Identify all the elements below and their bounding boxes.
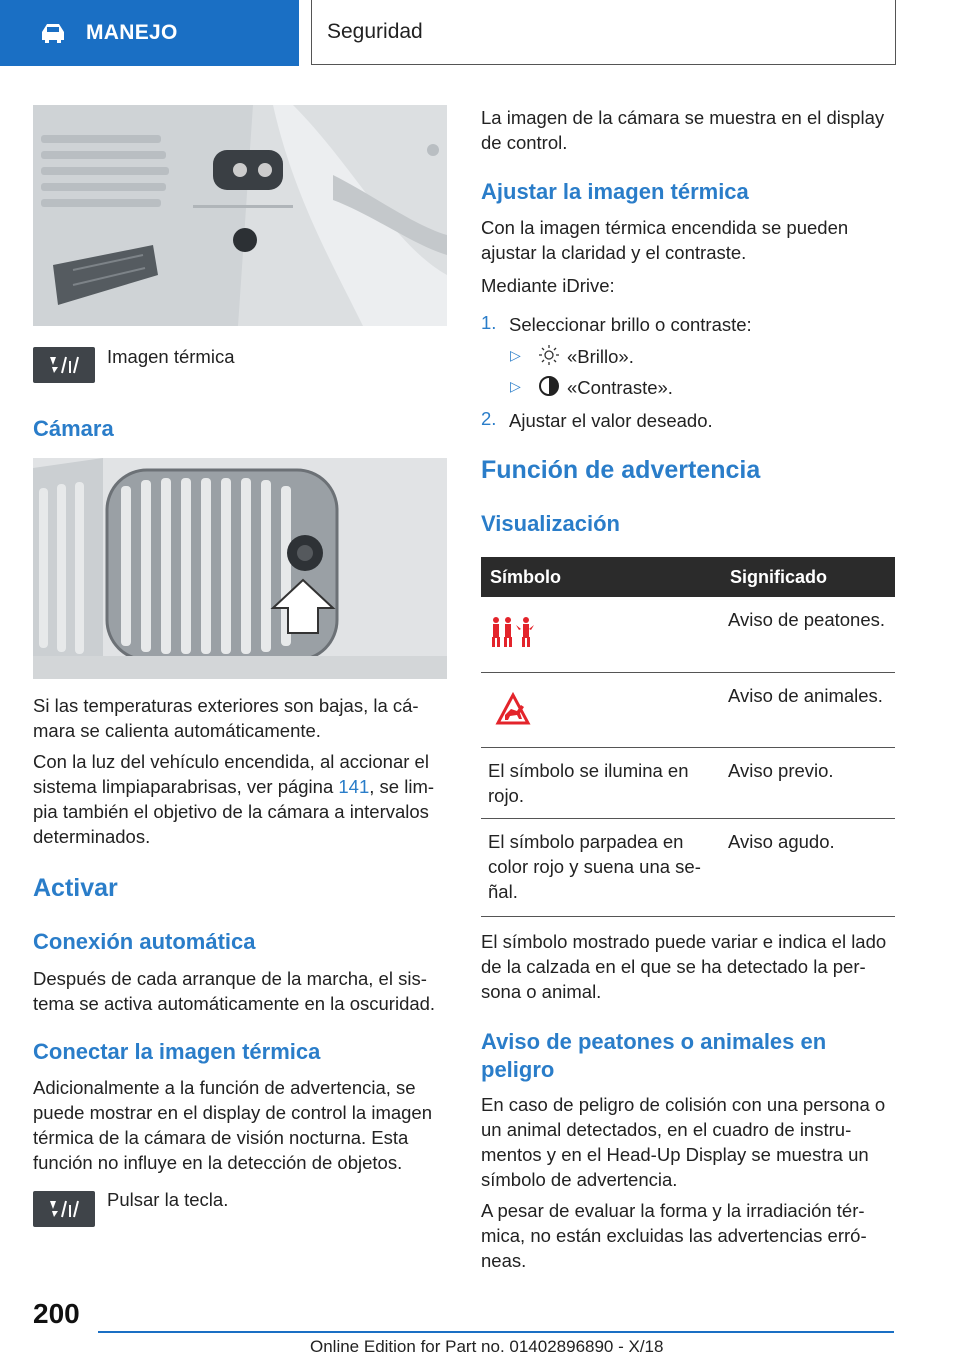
edition-text: Online Edition for Part no. 01402896890 - X/18 xyxy=(310,1337,664,1356)
page-number: 200 xyxy=(33,1298,80,1329)
table-cell-symbol: El símbolo se ilumina en rojo. xyxy=(481,747,721,818)
brightness-icon xyxy=(538,344,560,366)
display-heading: Visualización xyxy=(481,511,620,536)
camera-paragraph-2 xyxy=(33,749,447,849)
symbol-table xyxy=(481,557,895,917)
auto-connect-heading: Conexión automática xyxy=(33,929,256,954)
triangle-bullet-icon: ▷ xyxy=(510,378,521,394)
auto-connect-paragraph: Después de cada arranque de la marcha, el sis-tema se activa automáticamente en la oscuridad. xyxy=(33,968,436,1014)
thermal-image-paragraph: Adicionalmente a la función de advertencia, se puede mostrar en el display de control la imagen térmica de la cámara de visión nocturna. Esta función no influye en la detección de objetos. xyxy=(33,1077,433,1173)
car-icon xyxy=(38,18,68,48)
table-row xyxy=(481,672,895,747)
step-1-number: 1. xyxy=(481,312,497,333)
table-cell-meaning: Aviso previo. xyxy=(721,747,895,818)
chapter-tab[interactable] xyxy=(0,0,299,66)
table-cell-symbol xyxy=(481,597,721,672)
figure-caption: Imagen térmica xyxy=(107,346,235,367)
chapter-label: MANEJO xyxy=(86,21,178,44)
night-vision-button-icon xyxy=(33,1191,95,1227)
adjust-heading: Ajustar la imagen térmica xyxy=(481,179,749,204)
camera-paragraph-2-start: Con la luz del vehículo encendida, al accionar el sistema limpiaparabrisas, ver página xyxy=(33,751,429,797)
contrast-option: «Contraste». xyxy=(567,377,673,398)
symbol-explanation: El símbolo mostrado puede variar e indica el lado de la calzada en el que se ha detectado la per-sona o animal. xyxy=(481,931,887,1002)
danger-paragraph-2: A pesar de evaluar la forma y la irradiación tér-mica, no están excluidas las advertencias erró-neas. xyxy=(481,1200,867,1271)
camera-heading: Cámara xyxy=(33,416,114,441)
danger-paragraph-1: En caso de peligro de colisión con una persona o un animal detectados, en el cuadro de instru-mentos y en el Head-Up Display se muestra un símbolo de advertencia. xyxy=(481,1094,886,1190)
step-2-text: Ajustar el valor deseado. xyxy=(509,410,713,431)
table-cell-meaning: Aviso agudo. xyxy=(721,818,895,916)
table-row xyxy=(481,597,895,672)
triangle-bullet-icon: ▷ xyxy=(510,347,521,363)
step-2-number: 2. xyxy=(481,408,497,429)
press-key-text: Pulsar la tecla. xyxy=(107,1189,229,1210)
thermal-image-heading: Conectar la imagen térmica xyxy=(33,1039,321,1064)
adjust-paragraph: Con la imagen térmica encendida se pueden ajustar la claridad y el contraste. xyxy=(481,217,849,263)
camera-paragraph-1: Si las temperaturas exteriores son bajas, la cá-mara se calienta automáticamente. xyxy=(33,695,419,741)
warning-function-heading: Función de advertencia xyxy=(481,456,761,484)
section-label: Seguridad xyxy=(327,20,423,43)
dashboard-figure xyxy=(33,105,447,326)
step-1-text: Seleccionar brillo o contraste: xyxy=(509,314,752,335)
table-header-row xyxy=(481,557,895,597)
idrive-text: Mediante iDrive: xyxy=(481,275,615,296)
night-vision-button-icon xyxy=(33,347,95,383)
section-header xyxy=(311,0,896,65)
animal-warning-icon xyxy=(488,689,538,729)
contrast-icon xyxy=(538,375,560,397)
column-header-meaning: Significado xyxy=(721,557,895,597)
brightness-option: «Brillo». xyxy=(567,346,634,367)
danger-warning-heading: Aviso de peatones o animales en peligro xyxy=(481,1029,827,1082)
table-cell-symbol: El símbolo parpadea en color rojo y suena una se-ñal. xyxy=(481,818,721,916)
pedestrian-warning-icon xyxy=(488,615,538,651)
column-header-symbol: Símbolo xyxy=(481,557,721,597)
table-cell-meaning: Aviso de peatones. xyxy=(721,597,895,672)
table-cell-symbol xyxy=(481,672,721,747)
activate-heading: Activar xyxy=(33,874,118,902)
table-cell-meaning: Aviso de animales. xyxy=(721,672,895,747)
table-row xyxy=(481,818,895,916)
footer-divider xyxy=(98,1331,894,1333)
table-row xyxy=(481,747,895,818)
grille-camera-figure xyxy=(33,458,447,679)
intro-paragraph: La imagen de la cámara se muestra en el display de control. xyxy=(481,107,885,153)
camera-paragraph-2-end: , se lim-pia también el objetivo de la cámara a intervalos determinados. xyxy=(33,776,435,847)
page-reference-link[interactable]: 141 xyxy=(338,776,370,797)
